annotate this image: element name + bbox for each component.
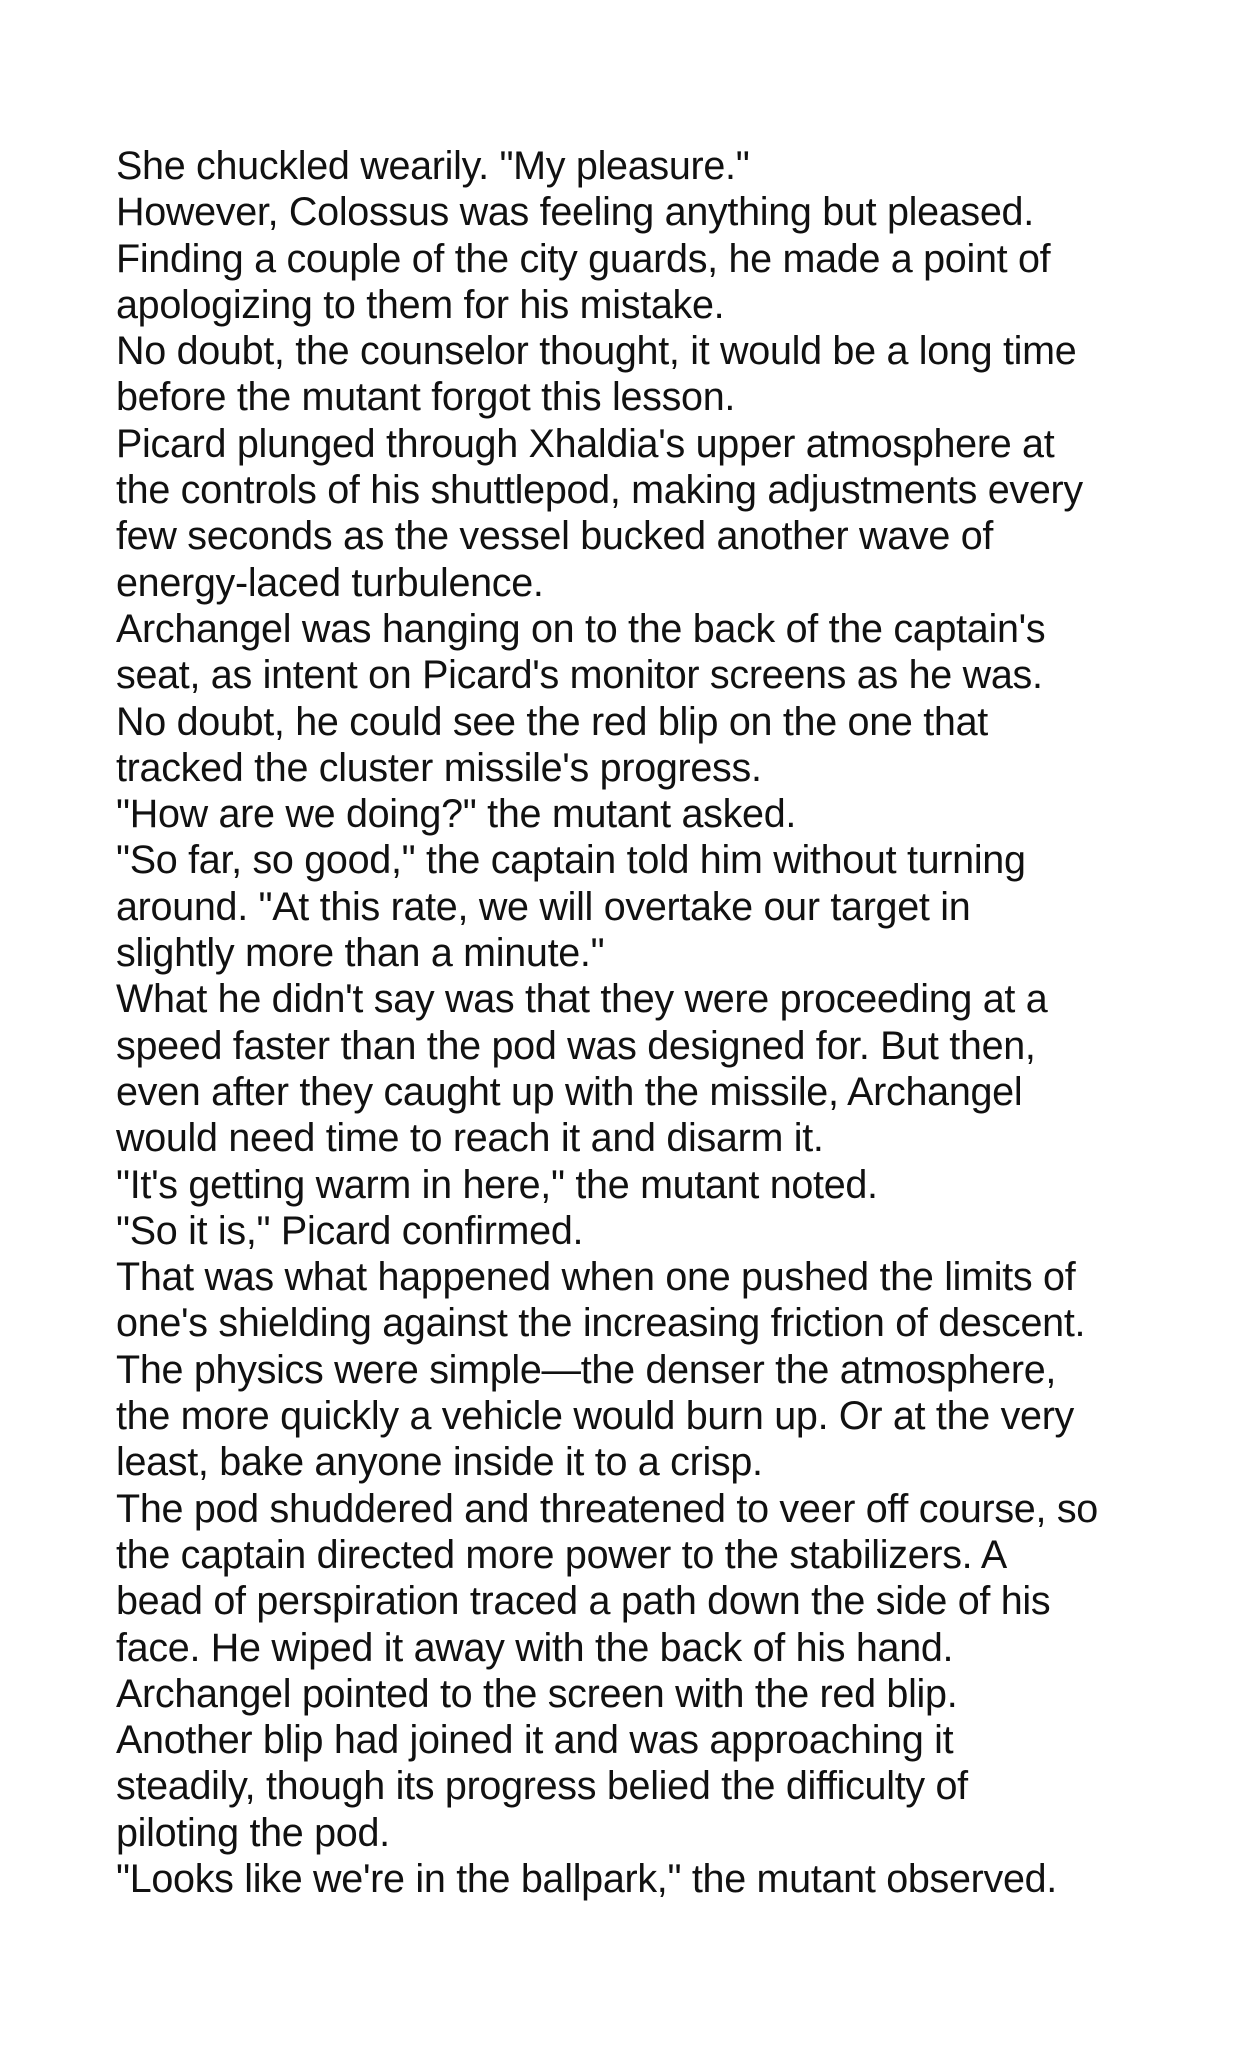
text-line: the controls of his shuttlepod, making adjustments every	[116, 468, 1083, 513]
text-line: slightly more than a minute."	[116, 931, 605, 976]
text-line: What he didn't say was that they were proceeding at a	[116, 977, 1048, 1022]
text-line: Archangel was hanging on to the back of the captain's	[116, 606, 1046, 651]
text-line: least, bake anyone inside it to a crisp.	[116, 1440, 763, 1485]
text-line: "So it is," Picard confirmed.	[116, 1208, 584, 1253]
text-line: No doubt, the counselor thought, it would be a long time	[116, 329, 1077, 374]
text-line: energy-laced turbulence.	[116, 560, 544, 605]
text-line: Finding a couple of the city guards, he made a point of	[116, 236, 1051, 281]
text-line: No doubt, he could see the red blip on the one that	[116, 699, 988, 744]
text-line: bead of perspiration traced a path down the side of his	[116, 1579, 1051, 1624]
text-line: face. He wiped it away with the back of his hand.	[116, 1625, 954, 1670]
text-line: The physics were simple—the denser the atmosphere,	[116, 1347, 1057, 1392]
text-line: "Looks like we're in the ballpark," the mutant observed.	[116, 1856, 1057, 1901]
text-line: steadily, though its progress belied the difficulty of	[116, 1764, 968, 1809]
text-line: piloting the pod.	[116, 1810, 390, 1855]
text-line: Picard plunged through Xhaldia's upper atmosphere at	[116, 421, 1055, 466]
text-line: before the mutant forgot this lesson.	[116, 375, 736, 420]
text-line: seat, as intent on Picard's monitor screens as he was.	[116, 653, 1043, 698]
text-line: apologizing to them for his mistake.	[116, 282, 725, 327]
text-line: speed faster than the pod was designed for. But then,	[116, 1023, 1036, 1068]
text-line: even after they caught up with the missile, Archangel	[116, 1069, 1023, 1114]
text-line: would need time to reach it and disarm it.	[116, 1116, 824, 1161]
text-line: "It's getting warm in here," the mutant noted.	[116, 1162, 878, 1207]
text-line: Archangel pointed to the screen with the red blip.	[116, 1671, 958, 1716]
body-text	[116, 143, 1216, 1902]
text-line: few seconds as the vessel bucked another wave of	[116, 514, 994, 559]
text-line: "So far, so good," the captain told him without turning	[116, 838, 1026, 883]
text-line: tracked the cluster missile's progress.	[116, 745, 762, 790]
text-line: However, Colossus was feeling anything but pleased.	[116, 190, 1034, 235]
text-line: Another blip had joined it and was approaching it	[116, 1718, 954, 1763]
text-line: around. "At this rate, we will overtake our target in	[116, 884, 971, 929]
text-line: the captain directed more power to the stabilizers. A	[116, 1532, 1007, 1577]
text-line: That was what happened when one pushed the limits of	[116, 1255, 1076, 1300]
text-line: one's shielding against the increasing friction of descent.	[116, 1301, 1086, 1346]
text-line: She chuckled wearily. "My pleasure."	[116, 144, 750, 188]
text-line: the more quickly a vehicle would burn up. Or at the very	[116, 1394, 1075, 1439]
text-line: The pod shuddered and threatened to veer off course, so	[116, 1486, 1098, 1531]
text-line: "How are we doing?" the mutant asked.	[116, 792, 797, 837]
